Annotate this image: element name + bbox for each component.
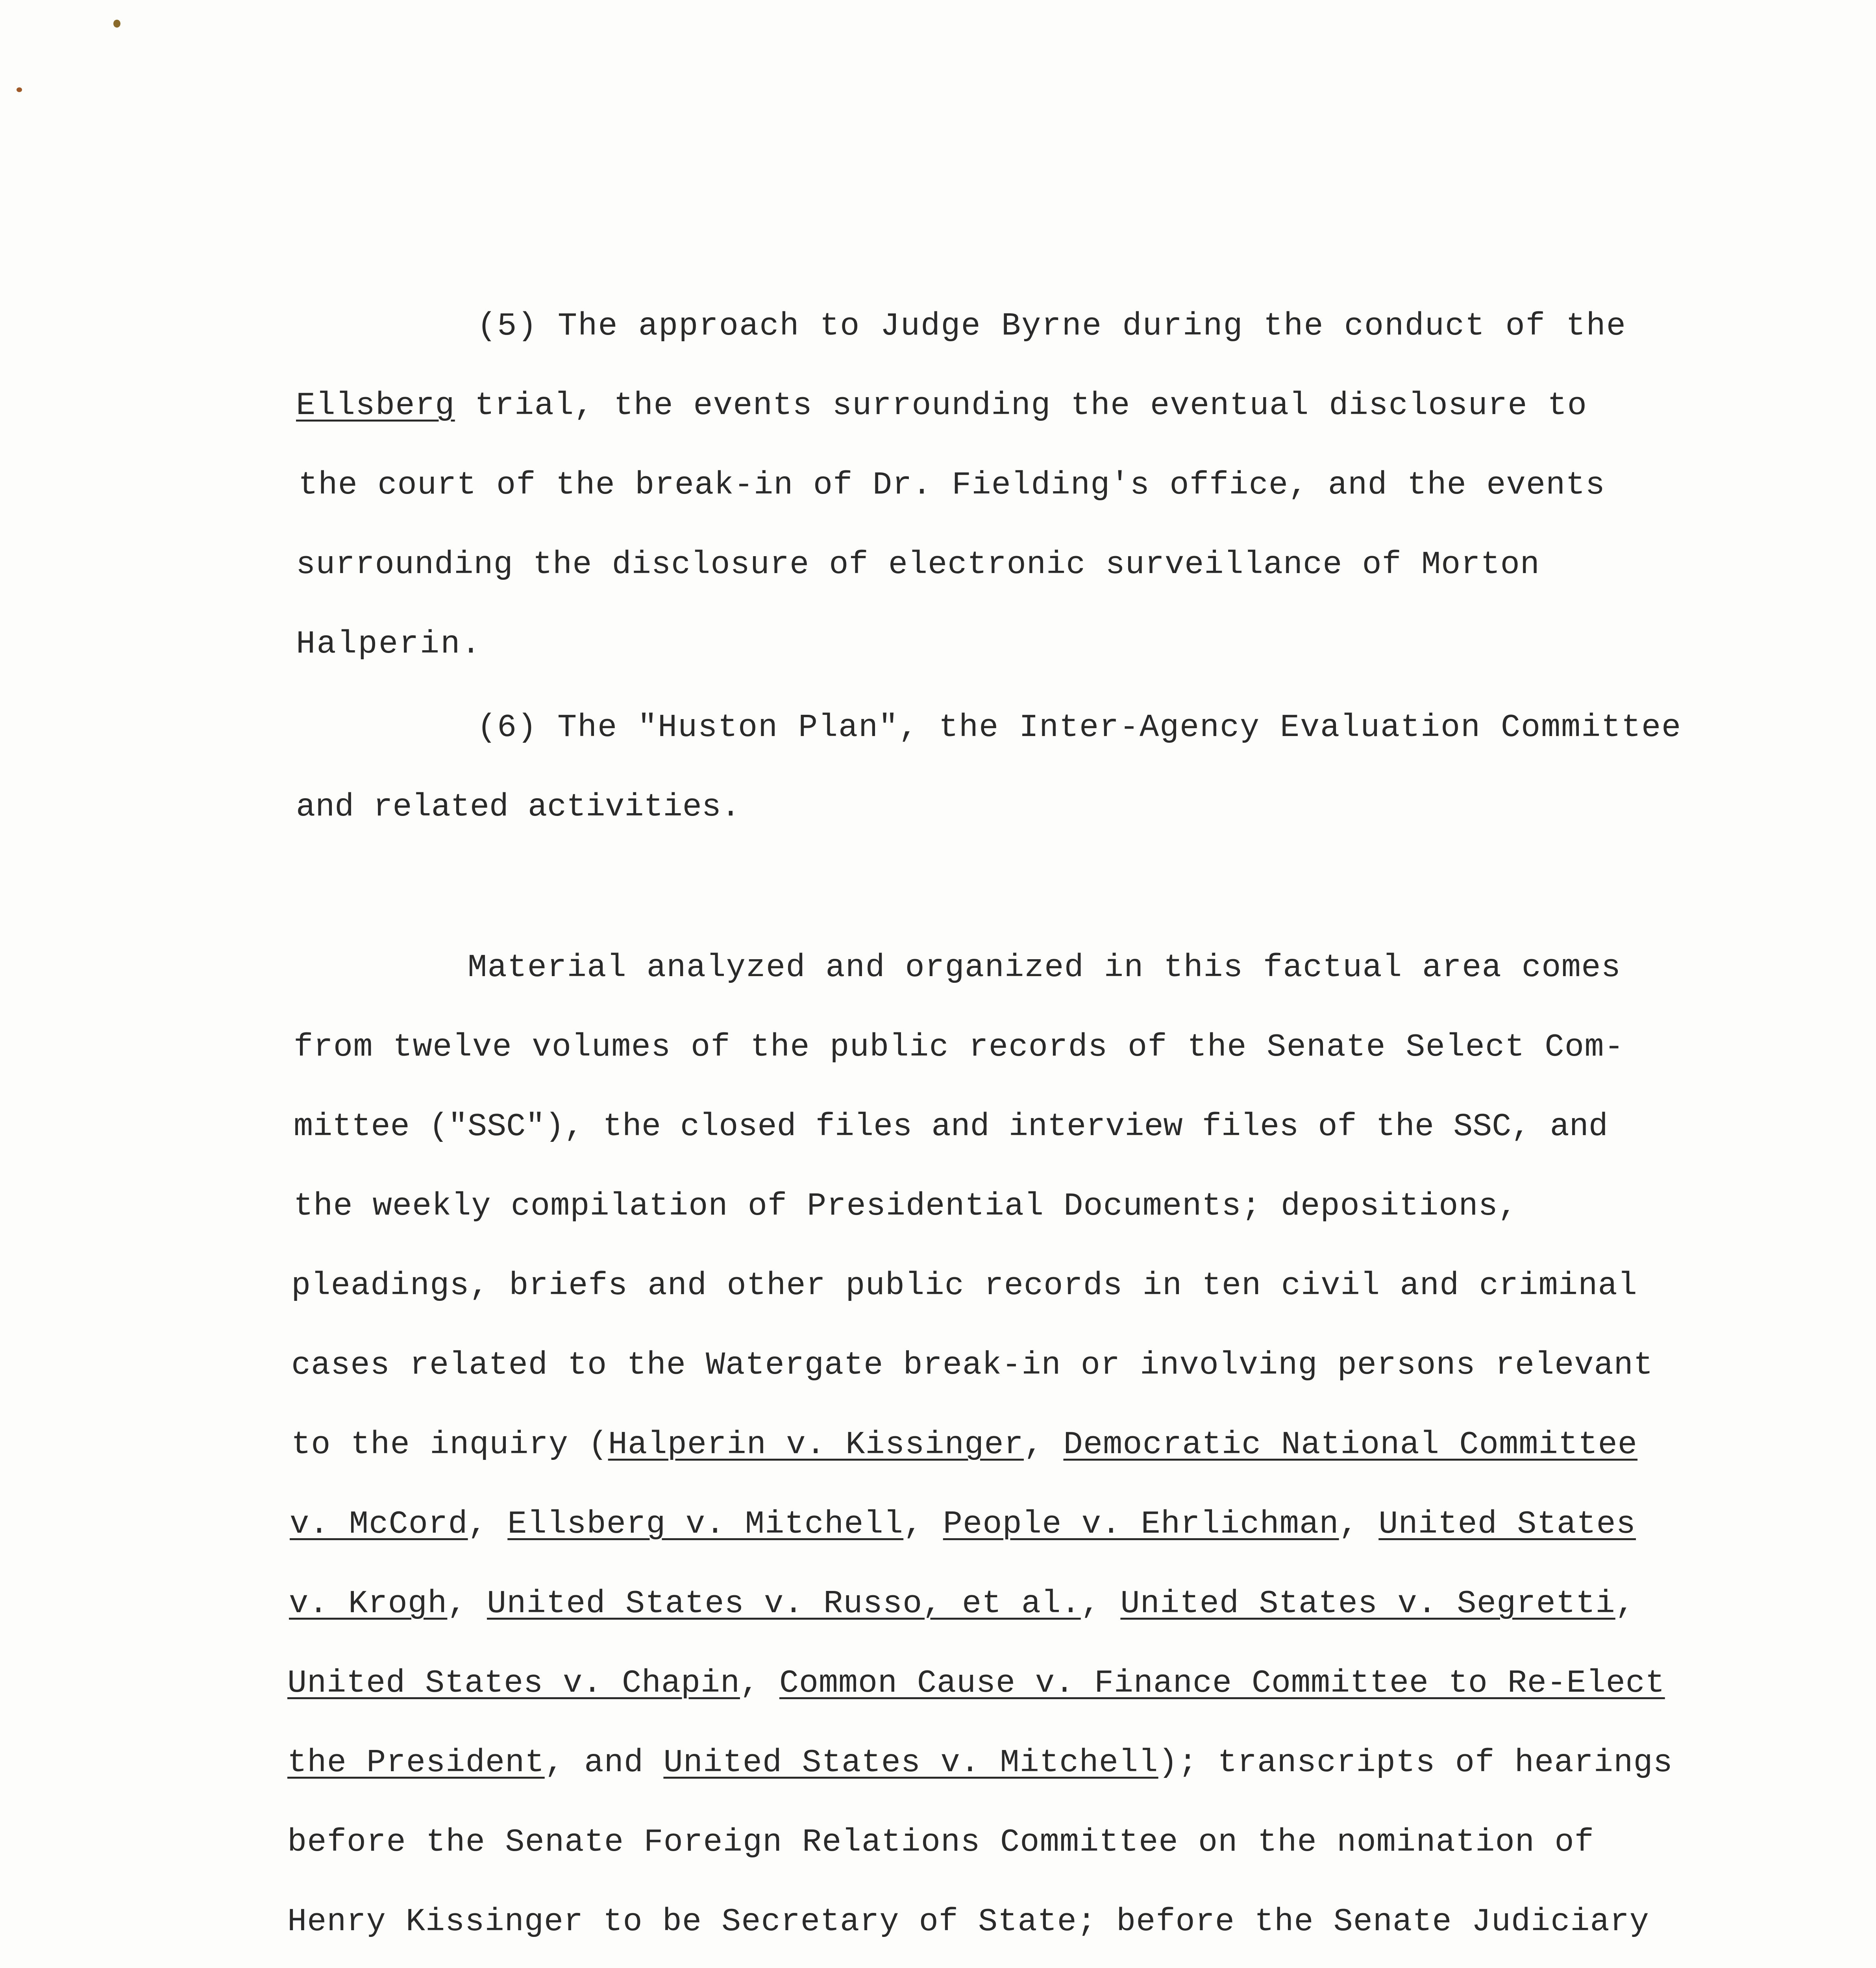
case-citation: Common Cause v. Finance Committee to Re-Elect — [779, 1665, 1665, 1702]
text-line — [290, 1508, 1636, 1541]
text-line — [289, 1585, 1635, 1622]
text-segment: the court of the break-in of Dr. Fielding's office, and the events — [298, 467, 1606, 503]
text-line — [291, 1349, 1653, 1382]
text-line — [291, 1267, 1638, 1304]
text-line — [296, 628, 482, 660]
case-citation: v. Krogh — [289, 1585, 448, 1622]
text-segment: , — [468, 1506, 508, 1543]
case-citation: United States v. Segretti — [1120, 1585, 1615, 1622]
text-line — [477, 709, 1682, 746]
text-segment: , — [903, 1506, 943, 1543]
text-segment: and related activities. — [296, 789, 740, 825]
text-line — [296, 546, 1540, 583]
text-line — [287, 1903, 1649, 1940]
case-citation: United States v. Chapin — [287, 1665, 740, 1702]
paper-speck — [17, 87, 22, 92]
text-segment: Material analyzed and organized in this factual area comes — [468, 949, 1621, 986]
case-citation: Ellsberg v. Mitchell — [507, 1506, 904, 1543]
text-segment: trial, the events surrounding the eventual disclosure to — [455, 387, 1587, 424]
text-segment: ); transcripts of hearings — [1158, 1744, 1673, 1781]
text-segment: , — [447, 1585, 487, 1622]
text-segment: cases related to the Watergate break-in or involving persons relevant — [291, 1347, 1653, 1384]
text-segment: (6) The "Huston Plan", the Inter-Agency Evaluation Committee — [477, 709, 1682, 746]
text-line — [287, 1826, 1594, 1859]
text-line — [298, 469, 1605, 501]
case-citation: United States v. Mitchell — [663, 1744, 1158, 1781]
case-citation: Halperin v. Kissinger — [608, 1426, 1024, 1463]
text-segment: Halperin. — [296, 626, 482, 662]
case-citation: Democratic National Committee — [1063, 1426, 1638, 1463]
text-segment: before the Senate Foreign Relations Committee on the nomination of — [287, 1824, 1595, 1861]
text-line — [294, 1031, 1624, 1064]
text-line — [296, 791, 740, 823]
text-segment: , — [740, 1665, 779, 1702]
text-segment: pleadings, briefs and other public records in ten civil and criminal — [291, 1267, 1638, 1304]
text-segment: to the inquiry ( — [291, 1426, 608, 1463]
text-segment: from twelve volumes of the public records of the Senate Select Com- — [294, 1029, 1624, 1065]
text-line — [287, 1667, 1665, 1700]
text-line — [294, 1108, 1608, 1145]
text-segment: surrounding the disclosure of electronic surveillance of Morton — [296, 546, 1540, 583]
text-segment: , — [1023, 1426, 1064, 1463]
text-segment: , and — [544, 1744, 664, 1781]
case-citation: United States — [1378, 1506, 1636, 1543]
case-citation: Ellsberg — [296, 387, 455, 424]
case-citation: United States v. Russo, et al. — [487, 1585, 1081, 1622]
paper-speck — [113, 20, 120, 28]
text-segment: Henry Kissinger to be Secretary of State; before the Senate Judiciary — [287, 1903, 1649, 1940]
text-line — [294, 1190, 1518, 1223]
text-line — [477, 310, 1626, 342]
text-segment: mittee ("SSC"), the closed files and interview files of the SSC, and — [294, 1108, 1608, 1145]
text-line — [468, 949, 1621, 986]
text-segment: the weekly compilation of Presidential Documents; depositions, — [294, 1188, 1518, 1224]
text-line — [296, 387, 1587, 424]
case-citation: the President — [287, 1744, 545, 1781]
text-segment: (5) The approach to Judge Byrne during the conduct of the — [477, 308, 1626, 344]
text-segment: , — [1080, 1585, 1121, 1622]
text-line — [287, 1744, 1673, 1781]
case-citation: People v. Ehrlichman — [943, 1506, 1339, 1543]
text-line — [291, 1426, 1638, 1463]
text-segment: , — [1339, 1506, 1379, 1543]
text-segment: , — [1615, 1585, 1635, 1622]
case-citation: v. McCord — [290, 1506, 468, 1543]
